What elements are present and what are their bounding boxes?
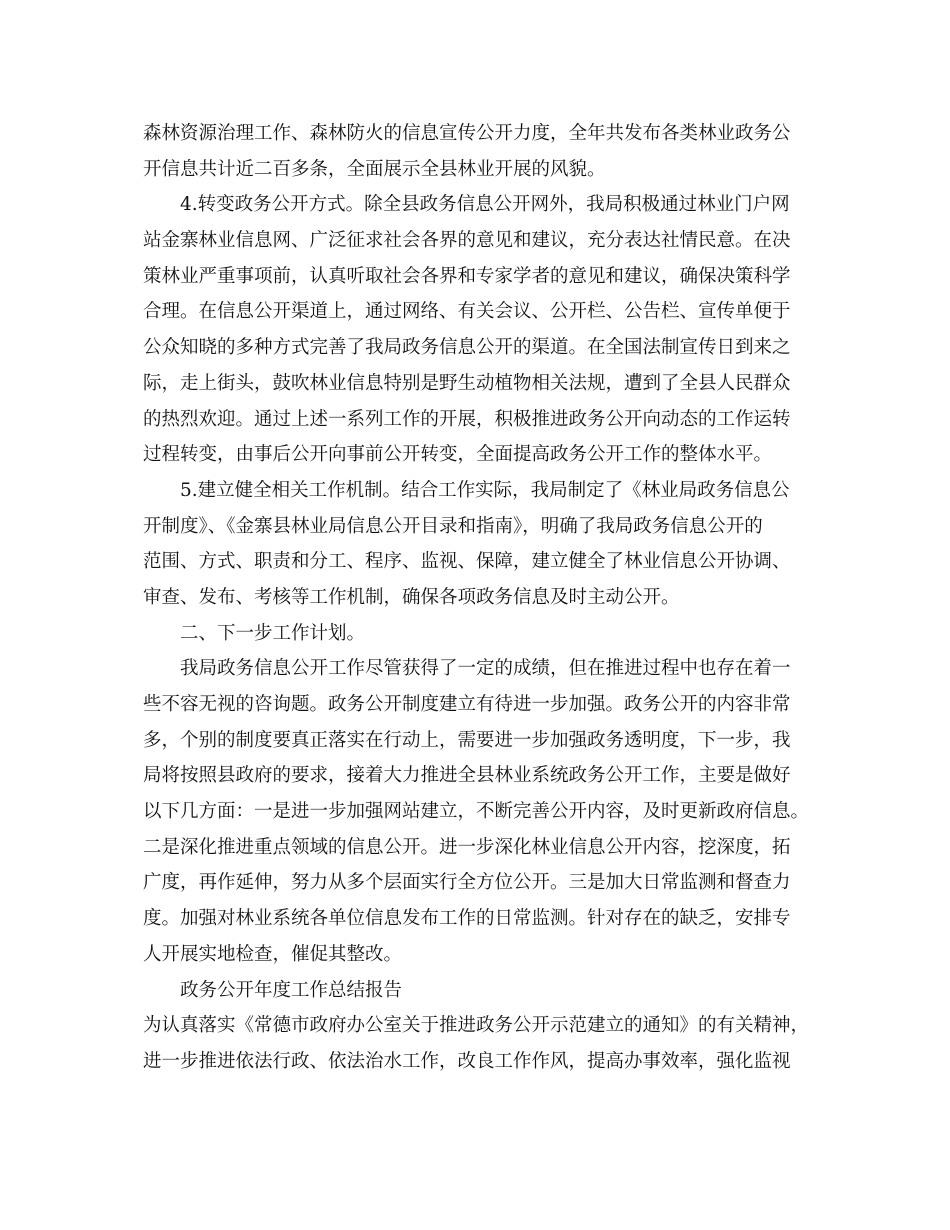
text-line: 些不容无视的咨询题。政务公开制度建立有待进一步加强。政务公开的内容非常 [143, 694, 791, 715]
text-line: 以下几方面：一是进一步加强网站建立，不断完善公开内容，及时更新政府信息。 [143, 801, 810, 823]
text-line: 4.转变政务公开方式。除全县政务信息公开网外，我局积极通过林业门户网 [180, 194, 790, 216]
text-line: 开制度》、《金寨县林业局信息公开目录和指南》，明确了我局政务信息公开的 [143, 515, 763, 537]
text-line: 范围、方式、职责和分工、程序、监视、保障，建立健全了林业信息公开协调、 [143, 551, 791, 573]
text-line: 政务公开年度工作总结报告 [180, 979, 403, 1001]
text-line: 我局政务信息公开工作尽管获得了一定的成绩，但在推进过程中也存在着一 [180, 658, 791, 680]
text-line: 过程转变，由事后公开向事前公开转变，全面提高政务公开工作的整体水平。 [143, 444, 773, 466]
text-line: 5.建立健全相关工作机制。结合工作实际，我局制定了《林业局政务信息公 [180, 479, 790, 501]
text-line: 度。加强对林业系统各单位信息发布工作的日常监测。针对存在的缺乏，安排专 [143, 908, 791, 930]
text-line: 合理。在信息公开渠道上，通过网络、有关会议、公开栏、公告栏、宣传单便于 [143, 301, 791, 323]
document-body [143, 116, 810, 1080]
text-line: 二是深化推进重点领域的信息公开。进一步深化林业信息公开内容，挖深度，拓 [143, 836, 791, 858]
text-line: 策林业严重事项前，认真听取社会各界和专家学者的意见和建议，确保决策科学 [143, 265, 791, 287]
text-line: 的热烈欢迎。通过上述一系列工作的开展，积极推进政务公开向动态的工作运转 [143, 408, 791, 430]
text-line: 局将按照县政府的要求，接着大力推进全县林业系统政务公开工作，主要是做好 [143, 765, 791, 787]
text-line: 审查、发布、考核等工作机制，确保各项政务信息及时主动公开。 [143, 586, 680, 608]
text-line: 际，走上街头，鼓吹林业信息特别是野生动植物相关法规，遭到了全县人民群众 [143, 372, 791, 394]
text-line: 广度，再作延伸，努力从多个层面实行全方位公开。三是加大日常监测和督查力 [143, 872, 791, 894]
text-line: 二、下一步工作计划。 [180, 622, 366, 644]
text-line: 为认真落实《常德市政府办公室关于推进政务公开示范建立的通知》的有关精神， [143, 1015, 810, 1037]
text-line: 站金寨林业信息网、广泛征求社会各界的意见和建议，充分表达社情民意。在决 [143, 230, 791, 252]
text-line: 进一步推进依法行政、依法治水工作，改良工作作风，提高办事效率，强化监视 [143, 1050, 791, 1072]
text-line: 开信息共计近二百多条，全面展示全县林业开展的风貌。 [143, 158, 606, 180]
text-line: 多，个别的制度要真正落实在行动上，需要进一步加强政务透明度，下一步，我 [143, 729, 791, 751]
text-line: 公众知晓的多种方式完善了我局政务信息公开的渠道。在全国法制宣传日到来之 [143, 337, 791, 359]
text-line: 森林资源治理工作、森林防火的信息宣传公开力度，全年共发布各类林业政务公 [143, 123, 791, 144]
text-line: 人开展实地检查，催促其整改。 [143, 943, 403, 965]
